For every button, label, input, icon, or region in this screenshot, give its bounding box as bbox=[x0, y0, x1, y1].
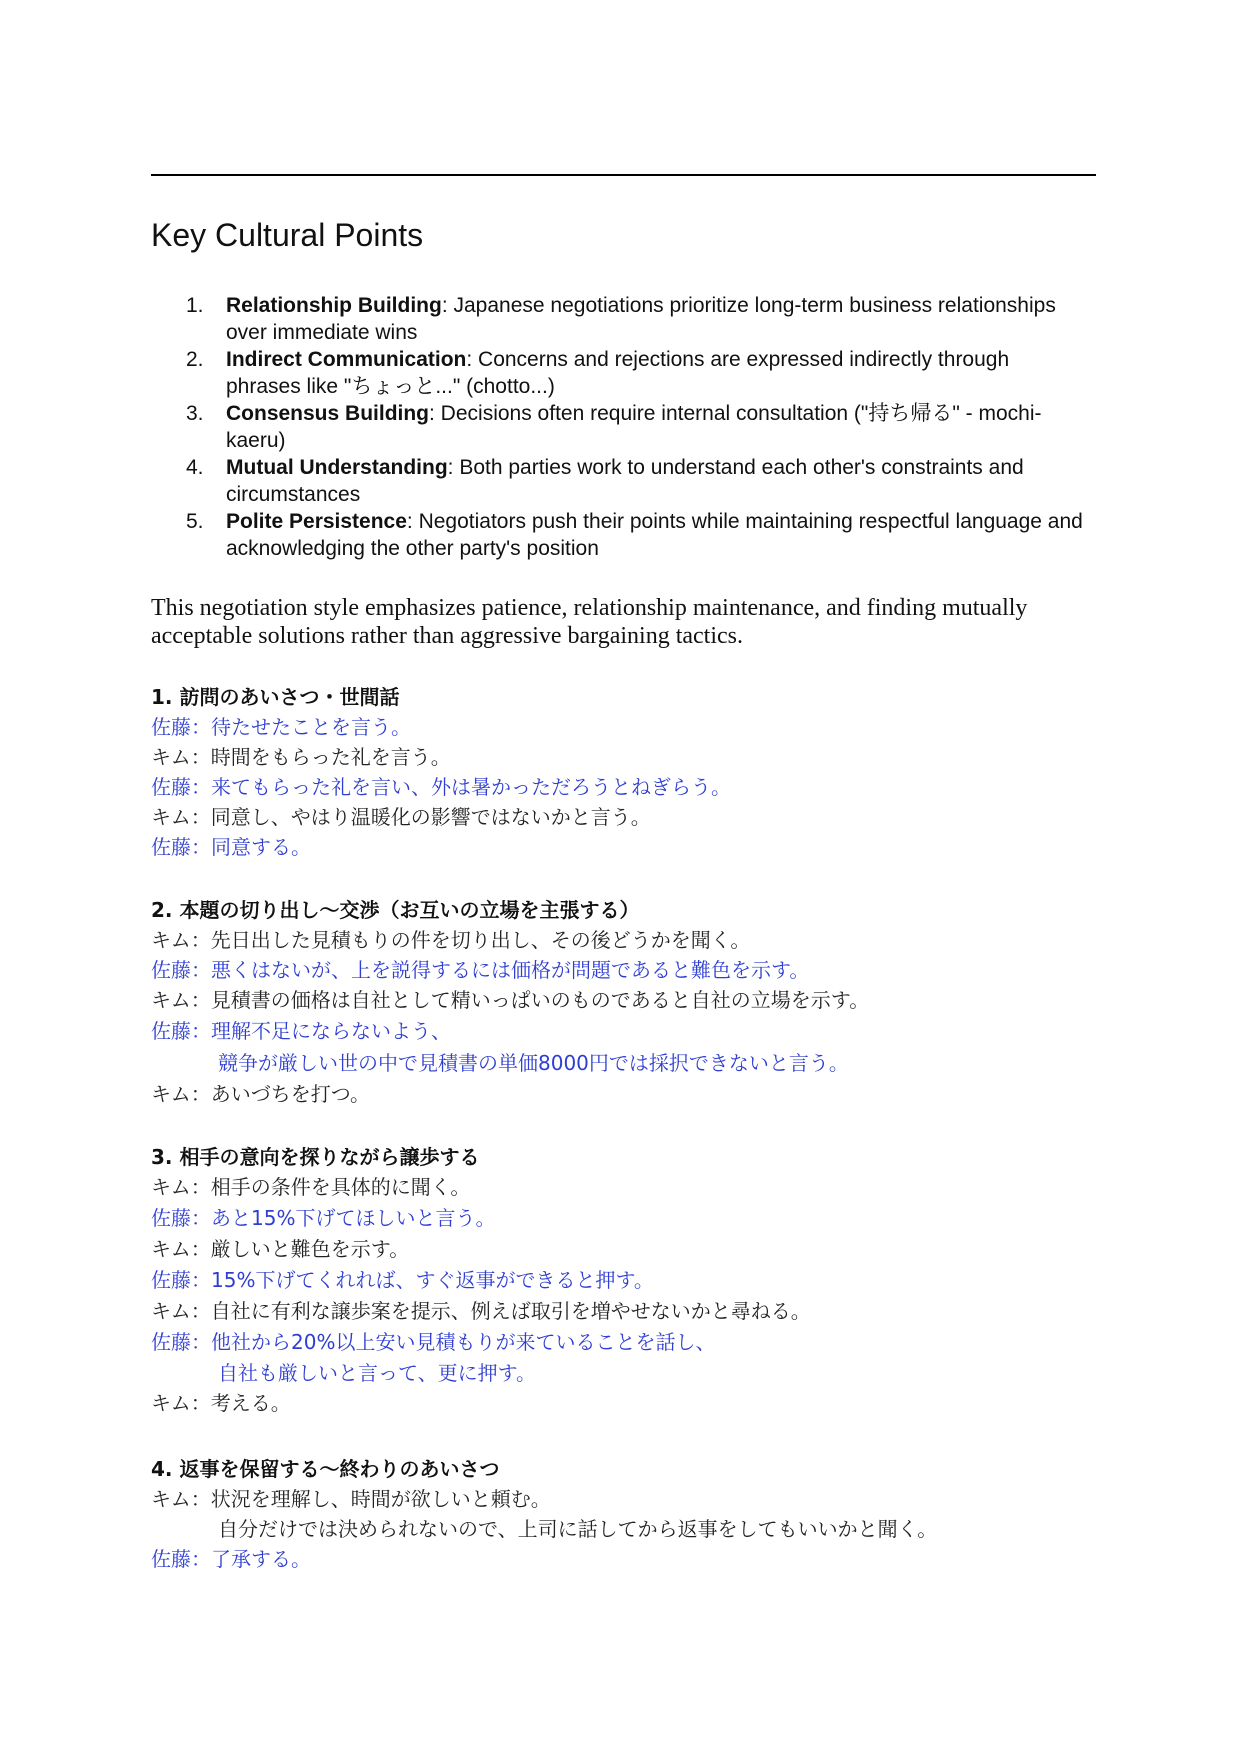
dialogue-line-kim: キム：考える。 bbox=[151, 1391, 291, 1415]
dialogue-section-2 bbox=[151, 895, 1091, 1109]
list-number: 3. bbox=[186, 402, 204, 425]
dialogue-line-sato: 佐藤：あと15%下げてほしいと言う。 bbox=[151, 1206, 496, 1230]
point-term: Indirect Communication bbox=[226, 348, 467, 371]
list-number: 5. bbox=[186, 510, 204, 533]
section-title: 1. 訪問のあいさつ・世間話 bbox=[151, 685, 400, 709]
summary-paragraph: This negotiation style emphasizes patience, relationship maintenance, and finding mutually acceptable solutions rather than aggressive bargaining tactics. bbox=[151, 595, 1028, 649]
section-title: 4. 返事を保留する〜終わりのあいさつ bbox=[151, 1457, 500, 1481]
list-item bbox=[186, 292, 1086, 346]
point-text: : Japanese negotiations prioritize long-term business relationships over immediate wins bbox=[226, 294, 1056, 344]
list-item bbox=[186, 508, 1086, 562]
list-number: 4. bbox=[186, 456, 204, 479]
dialogue-line-sato: 佐藤：15%下げてくれれば、すぐ返事ができると押す。 bbox=[151, 1268, 654, 1292]
dialogue-line-sato: 佐藤：悪くはないが、上を説得するには価格が問題であると難色を示す。 bbox=[151, 958, 810, 982]
dialogue-line-continuation: 自分だけでは決められないので、上司に話してから返事をしてもいいかと聞く。 bbox=[218, 1517, 938, 1541]
point-term: Relationship Building bbox=[226, 294, 442, 317]
list-item bbox=[186, 454, 1086, 508]
dialogue-line-kim: キム：状況を理解し、時間が欲しいと頼む。 bbox=[151, 1487, 551, 1511]
dialogue-line-continuation: 競争が厳しい世の中で見積書の単価8000円では採択できないと言う。 bbox=[218, 1051, 849, 1075]
dialogue-line-sato: 佐藤：理解不足にならないよう、 bbox=[151, 1019, 451, 1043]
dialogue-line-kim: キム：先日出した見積もりの件を切り出し、その後どうかを聞く。 bbox=[151, 928, 751, 952]
point-term: Consensus Building bbox=[226, 402, 430, 425]
list-number: 2. bbox=[186, 348, 204, 371]
dialogue-line-sato: 佐藤：他社から20%以上安い見積もりが来ていることを話し、 bbox=[151, 1330, 716, 1354]
section-title: 3. 相手の意向を探りながら譲歩する bbox=[151, 1145, 480, 1169]
point-term: Polite Persistence bbox=[226, 510, 407, 533]
dialogue-line-kim: キム：あいづちを打つ。 bbox=[151, 1082, 370, 1106]
dialogue-line-sato: 佐藤：同意する。 bbox=[151, 835, 311, 859]
point-text: : Decisions often require internal consultation ("持ち帰る" - mochi-kaeru) bbox=[226, 402, 1042, 452]
list-number: 1. bbox=[186, 294, 204, 317]
dialogue-line-continuation: 自社も厳しいと言って、更に押す。 bbox=[218, 1361, 536, 1385]
dialogue-line-kim: キム：相手の条件を具体的に聞く。 bbox=[151, 1175, 471, 1199]
cultural-points-list bbox=[186, 292, 1086, 562]
dialogue-section-4 bbox=[151, 1454, 1091, 1574]
point-text: : Negotiators push their points while maintaining respectful language and acknowledging the other party's position bbox=[226, 510, 1083, 560]
section-title: 2. 本題の切り出し〜交渉（お互いの立場を主張する） bbox=[151, 898, 640, 922]
dialogue-line-kim: キム：同意し、やはり温暖化の影響ではないかと言う。 bbox=[151, 805, 651, 829]
dialogue-section-3 bbox=[151, 1142, 1091, 1418]
dialogue-line-kim: キム：自社に有利な譲歩案を提示、例えば取引を増やせないかと尋ねる。 bbox=[151, 1299, 811, 1323]
section-heading: Key Cultural Points bbox=[151, 217, 424, 253]
list-item bbox=[186, 346, 1086, 400]
point-term: Mutual Understanding bbox=[226, 456, 448, 479]
point-text: : Concerns and rejections are expressed indirectly through phrases like "ちょっと..." (chotto...) bbox=[226, 348, 1010, 398]
dialogue-line-kim: キム：厳しいと難色を示す。 bbox=[151, 1237, 410, 1261]
list-item bbox=[186, 400, 1086, 454]
dialogue-line-sato: 佐藤：了承する。 bbox=[151, 1547, 311, 1571]
horizontal-rule bbox=[151, 174, 1096, 176]
dialogue-line-sato: 佐藤：来てもらった礼を言い、外は暑かっただろうとねぎらう。 bbox=[151, 775, 731, 799]
point-text: : Both parties work to understand each other's constraints and circumstances bbox=[226, 456, 1024, 506]
dialogue-line-kim: キム：見積書の価格は自社として精いっぱいのものであると自社の立場を示す。 bbox=[151, 988, 870, 1012]
dialogue-line-kim: キム：時間をもらった礼を言う。 bbox=[151, 745, 451, 769]
dialogue-section-1 bbox=[151, 682, 1091, 862]
dialogue-line-sato: 佐藤：待たせたことを言う。 bbox=[151, 715, 411, 739]
